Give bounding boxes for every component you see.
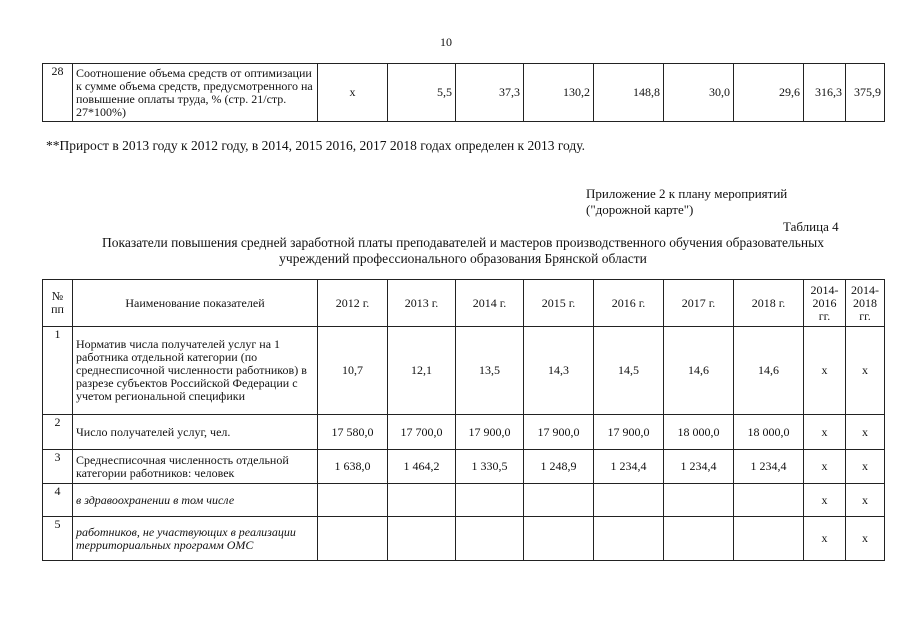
table-row xyxy=(43,415,885,450)
cell-value: 1 248,9 xyxy=(524,450,594,484)
header-year: 2014 г. xyxy=(456,280,524,327)
cell-value xyxy=(594,484,664,517)
cell-value: 37,3 xyxy=(456,64,524,122)
cell-value: 1 330,5 xyxy=(456,450,524,484)
row-name: Число получателей услуг, чел. xyxy=(73,415,318,450)
cell-value xyxy=(318,517,388,561)
header-name: Наименование показателей xyxy=(73,280,318,327)
cell-value: x xyxy=(846,484,885,517)
cell-value: x xyxy=(804,415,846,450)
cell-value: 316,3 xyxy=(804,64,846,122)
row-number: 2 xyxy=(43,415,73,450)
header-text: 2018 xyxy=(853,295,877,310)
cell-value: x xyxy=(804,484,846,517)
footnote: **Прирост в 2013 году к 2012 году, в 2014, 2015 2016, 2017 2018 годах определен к 2013 году. xyxy=(46,138,586,153)
cell-value xyxy=(456,517,524,561)
cell-value: 18 000,0 xyxy=(664,415,734,450)
cell-value xyxy=(318,484,388,517)
table-title xyxy=(42,235,884,267)
cell-value: 18 000,0 xyxy=(734,415,804,450)
cell-value: 29,6 xyxy=(734,64,804,122)
cell-value: x xyxy=(804,450,846,484)
header-year: 2012 г. xyxy=(318,280,388,327)
row-number: 3 xyxy=(43,450,73,484)
page-number: 10 xyxy=(440,35,452,49)
header-text: гг. xyxy=(859,308,871,323)
header-text: 2014- xyxy=(810,282,839,297)
row-name: в здравоохранении в том числе xyxy=(73,484,318,517)
cell-value: 17 700,0 xyxy=(388,415,456,450)
cell-value: 14,5 xyxy=(594,327,664,415)
cell-value xyxy=(734,517,804,561)
cell-value: 30,0 xyxy=(664,64,734,122)
title-line: Показатели повышения средней заработной платы преподавателей и мастеров производственного обучения образовательных xyxy=(102,235,824,250)
header-text: 2014- xyxy=(851,282,879,297)
cell-value: 1 234,4 xyxy=(594,450,664,484)
cell-value xyxy=(664,517,734,561)
row-number: 4 xyxy=(43,484,73,517)
cell-value xyxy=(524,484,594,517)
indicators-table xyxy=(42,279,885,561)
cell-value: 14,3 xyxy=(524,327,594,415)
header-year: 2016 г. xyxy=(594,280,664,327)
header-text: № xyxy=(51,289,64,303)
row-number: 1 xyxy=(43,327,73,415)
row-name: Норматив числа получателей услуг на 1 работника отдельной категории (по среднесписочной численности работников) в разрезе субъектов Российской Федерации с учетом региональной специфики xyxy=(73,327,318,415)
appendix-note xyxy=(586,186,787,218)
appendix-line: Приложение 2 к плану мероприятий xyxy=(586,186,788,201)
header-text: 2016 xyxy=(812,295,837,310)
cell-value: x xyxy=(804,517,846,561)
header-year: 2017 г. xyxy=(664,280,734,327)
header-row xyxy=(43,280,885,327)
cell-value: 14,6 xyxy=(664,327,734,415)
header-range xyxy=(804,280,846,327)
cell-value: 375,9 xyxy=(846,64,885,122)
cell-value: 17 900,0 xyxy=(524,415,594,450)
row-name: Соотношение объема средств от оптимизации к сумме объема средств, предусмотренного на повышение оплаты труда, % (стр. 21/стр. 27*100%) xyxy=(73,64,318,122)
row-name: Среднесписочная численность отдельной категории работников: человек xyxy=(73,450,318,484)
table-row xyxy=(43,64,885,122)
cell-value: 1 234,4 xyxy=(734,450,804,484)
cell-value xyxy=(524,517,594,561)
header-year: 2015 г. xyxy=(524,280,594,327)
appendix-line: ("дорожной карте") xyxy=(586,202,694,217)
table-row xyxy=(43,450,885,484)
cell-value: 1 234,4 xyxy=(664,450,734,484)
cell-value: 17 580,0 xyxy=(318,415,388,450)
header-text: пп xyxy=(51,302,64,316)
cell-value: x xyxy=(846,450,885,484)
cell-value xyxy=(594,517,664,561)
cell-value: 130,2 xyxy=(524,64,594,122)
cell-value xyxy=(664,484,734,517)
table-row xyxy=(43,484,885,517)
cell-value xyxy=(388,484,456,517)
cell-value: 10,7 xyxy=(318,327,388,415)
header-year: 2018 г. xyxy=(734,280,804,327)
table-row xyxy=(43,327,885,415)
header-range xyxy=(846,280,885,327)
cell-value xyxy=(388,517,456,561)
header-year: 2013 г. xyxy=(388,280,456,327)
cell-value: x xyxy=(804,327,846,415)
row-name: работников, не участвующих в реализации территориальных программ ОМС xyxy=(73,517,318,561)
cell-value: 148,8 xyxy=(594,64,664,122)
cell-value xyxy=(456,484,524,517)
header-num xyxy=(43,280,73,327)
row-number: 5 xyxy=(43,517,73,561)
cell-value: 14,6 xyxy=(734,327,804,415)
cell-value: 13,5 xyxy=(456,327,524,415)
cell-value: 1 638,0 xyxy=(318,450,388,484)
cell-value: 1 464,2 xyxy=(388,450,456,484)
cell-value: x xyxy=(846,415,885,450)
cell-value: 17 900,0 xyxy=(456,415,524,450)
cell-value: 12,1 xyxy=(388,327,456,415)
table-row xyxy=(43,517,885,561)
cell-value: 5,5 xyxy=(388,64,456,122)
title-line: учреждений профессионального образования Брянской области xyxy=(279,251,647,266)
cell-value: x xyxy=(846,327,885,415)
cell-value: x xyxy=(318,64,388,122)
table-number: Таблица 4 xyxy=(783,219,839,234)
header-text: гг. xyxy=(818,308,831,323)
row-number: 28 xyxy=(43,64,73,122)
cell-value xyxy=(734,484,804,517)
cell-value: x xyxy=(846,517,885,561)
cell-value: 17 900,0 xyxy=(594,415,664,450)
previous-table xyxy=(42,63,885,122)
